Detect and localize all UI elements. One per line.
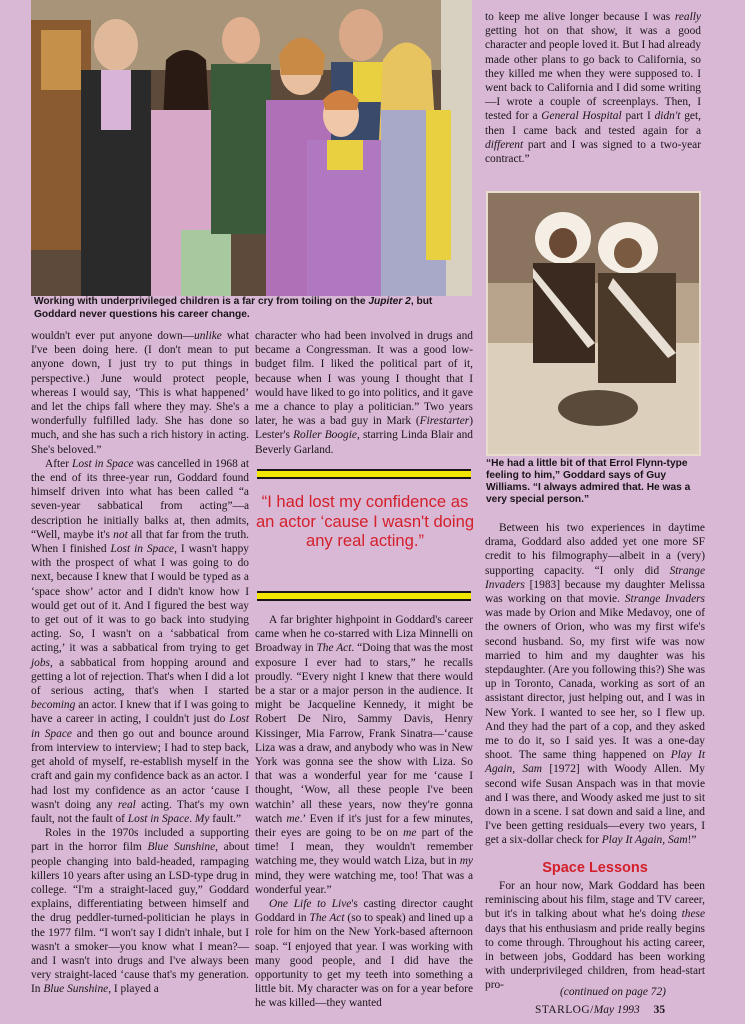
snow-photo <box>486 191 701 456</box>
paragraph: Between his two experiences in daytime drama, Goddard also added yet one more SF credit to his filmography—albeit in a (very) supporting capacity. “I only did Strange Invaders [1983] because my daughter Melissa was working on that movie. Strange Invaders was made by Orion and Mike Medavoy, one of the owners of Orion, who was my first wife's second husband. So, my first wife was now married to him and my daughter was his stepdaughter. (Are you following this?) She was up in Toronto, Canada, working as sort of an assistant director, just helping out, and I was in New York. I wanted to see her, so I flew up. And they had the part of a cop, and they asked me to do it, so I said yes. It was a one-day shoot. The same thing happened on Play It Again, Sam [1972] with Woody Allen. My second wife Susan Anspach was in that movie and I was there, and Woody asked me just to sit down in a scene. I sat down and said a line, and I've been getting residuals—every two years, I get a six-dollar check for Play It Again, Sam!” <box>485 522 705 847</box>
section-heading: Space Lessons <box>542 860 648 876</box>
article-text-col3-bottom <box>485 879 705 993</box>
paragraph: character who had been involved in drugs and became a Congressman. It was a good low-budget film. I liked the political part of it, because when I was young I thought that I would have liked to go into politics, and it gave me a chance to play a politician.” Two years later, he was a bad guy in Mark (Firestarter) Lester's Roller Boogie, starring Linda Blair and Beverly Garland. <box>255 330 473 456</box>
snow-photo-illustration <box>488 193 699 454</box>
snow-photo-caption: “He had a little bit of that Errol Flynn-type feeling to him,” Goddard says of Guy Williams. “I always admired that. He was a very special person.” <box>486 458 691 505</box>
issue-date: May 1993 <box>593 1004 640 1016</box>
article-text-col3-middle <box>485 521 705 848</box>
continued-note: (continued on page 72) <box>560 986 666 998</box>
magazine-name: STARLOG/ <box>535 1004 594 1016</box>
article-text-col2-top <box>255 329 473 457</box>
article-text-col2-bottom <box>255 613 473 1011</box>
page-number: 35 <box>653 1004 666 1016</box>
pull-quote-bottom-bar <box>257 591 471 601</box>
pull-quote: “I had lost my confidence as an actor ‘cause I wasn't doing any real acting.” <box>255 492 475 550</box>
article-text-col1 <box>31 329 249 997</box>
paragraph: to keep me alive longer because I was really getting hot on that show, it was a good character and people loved it. But I had already made other plans to go back to California, so they killed me when they were supposed to. I went back to California and I did some writing—I wrote a couple of screenplays. Then, I tested for a General Hospital part I didn't get, then I came back and tested again for a different part and I was signed to a two-year contract.” <box>485 11 702 166</box>
cast-photo <box>31 0 472 296</box>
cast-photo-caption: Working with underprivileged children is a far cry from toiling on the Jupiter 2, but Goddard never questions his career change. <box>34 296 433 320</box>
paragraph: Roles in the 1970s included a supporting part in the horror film Blue Sunshine, about people changing into bald-headed, rampaging killers 10 years after using an LSD-type drug in college. “I'm a straight-laced guy,” Goddard explains, differentiating between himself and the drug peddler-turned-politician he plays in the 1977 film. “I won't say I didn't inhale, but I wasn't a smoker—you know what I mean?—and I wasn't into drugs and I've always been very straight-laced ‘cause that's my generation. In Blue Sunshine, I played a <box>31 827 249 996</box>
paragraph: For an hour now, Mark Goddard has been reminiscing about his film, stage and TV career, but it's in talking about what he's doing these days that his enthusiasm and pride really begins to come through. Throughout his acting career, in between jobs, Goddard has been working with underprivileged children, from head-start pro- <box>485 880 705 992</box>
paragraph: A far brighter highpoint in Goddard's career came when he co-starred with Liza Minnelli on Broadway in The Act. “Doing that was the most exposure I ever had to stars,” he recalls proudly. “Every night I knew that there would be a star or a major person in the audience. It might be Jacqueline Kennedy, it might be Robert De Niro, Sammy Davis, Henry Kissinger, Mia Farrow, Frank Sinatra—‘cause Liza was a draw, and anybody who was in New York was gonna see the show with Liza. So that was a wonderful year for me ‘cause I thought, ‘Wow, all these people I've been watchin’ all these years, now they're gonna watch me.’ Even if it's just for a few minutes, their eyes are going to be on me part of the time! I mean, they wouldn't remember watching me, they would watch Liza, but in my mind, they were watching me, too! That was a wonderful year.” <box>255 614 474 896</box>
paragraph: After Lost in Space was cancelled in 1968 at the end of its three-year run, Goddard found himself driven into what has been called “a seven-year sabbatical from acting”—a description he initially balks at, then admits, “Well, maybe it's not all that far from the truth. When I finished Lost in Space, I wasn't happy with the prospect of what I was going to do next, because I knew that I would be typed as a ‘space show’ actor and I didn't know how I would get out of it. And I figured the best way to get out of it was to go back into studying acting. So, I wasn't on a ‘sabbatical from acting,’ it was a sabbatical from trying to get jobs, a sabbatical from hopping around and getting a lot of rejection. That's when I did a lot of serious acting, that's when I started becoming an actor. I knew that if I was going to have a career in acting, I couldn't just do Lost in Space and then go out and bounce around from interview to interview; I had to step back, get ahold of myself, re-establish myself in the craft and gain my confidence back as an actor. I had lost my confidence as an actor ‘cause I wasn't doing any real acting. That's my own fault, not the fault of Lost in Space. My fault.” <box>31 457 250 825</box>
pull-quote-top-bar <box>257 469 471 479</box>
page-footer <box>535 1004 665 1016</box>
cast-photo-illustration <box>31 0 472 296</box>
paragraph: wouldn't ever put anyone down—unlike what I've been doing here. (I don't mean to put anyone down, I just try to put things in perspective.) June would protect people, whereas I would say, ‘This is what happened’ and let the chips fall where they may. She's a wonderfully fulfilled lady. She has done so much, and she has such a rich history in acting. She's beloved.” <box>31 330 249 456</box>
article-text-col3-top <box>485 10 701 166</box>
paragraph: One Life to Live's casting director caught Goddard in The Act (so to speak) and lined up a role for him on the New York-based afternoon soap. “I enjoyed that year. I was working with many good people, and I did have the opportunity to get my teeth into something a little bit. My character was on for a year before he was killed—they wanted <box>255 898 474 1010</box>
